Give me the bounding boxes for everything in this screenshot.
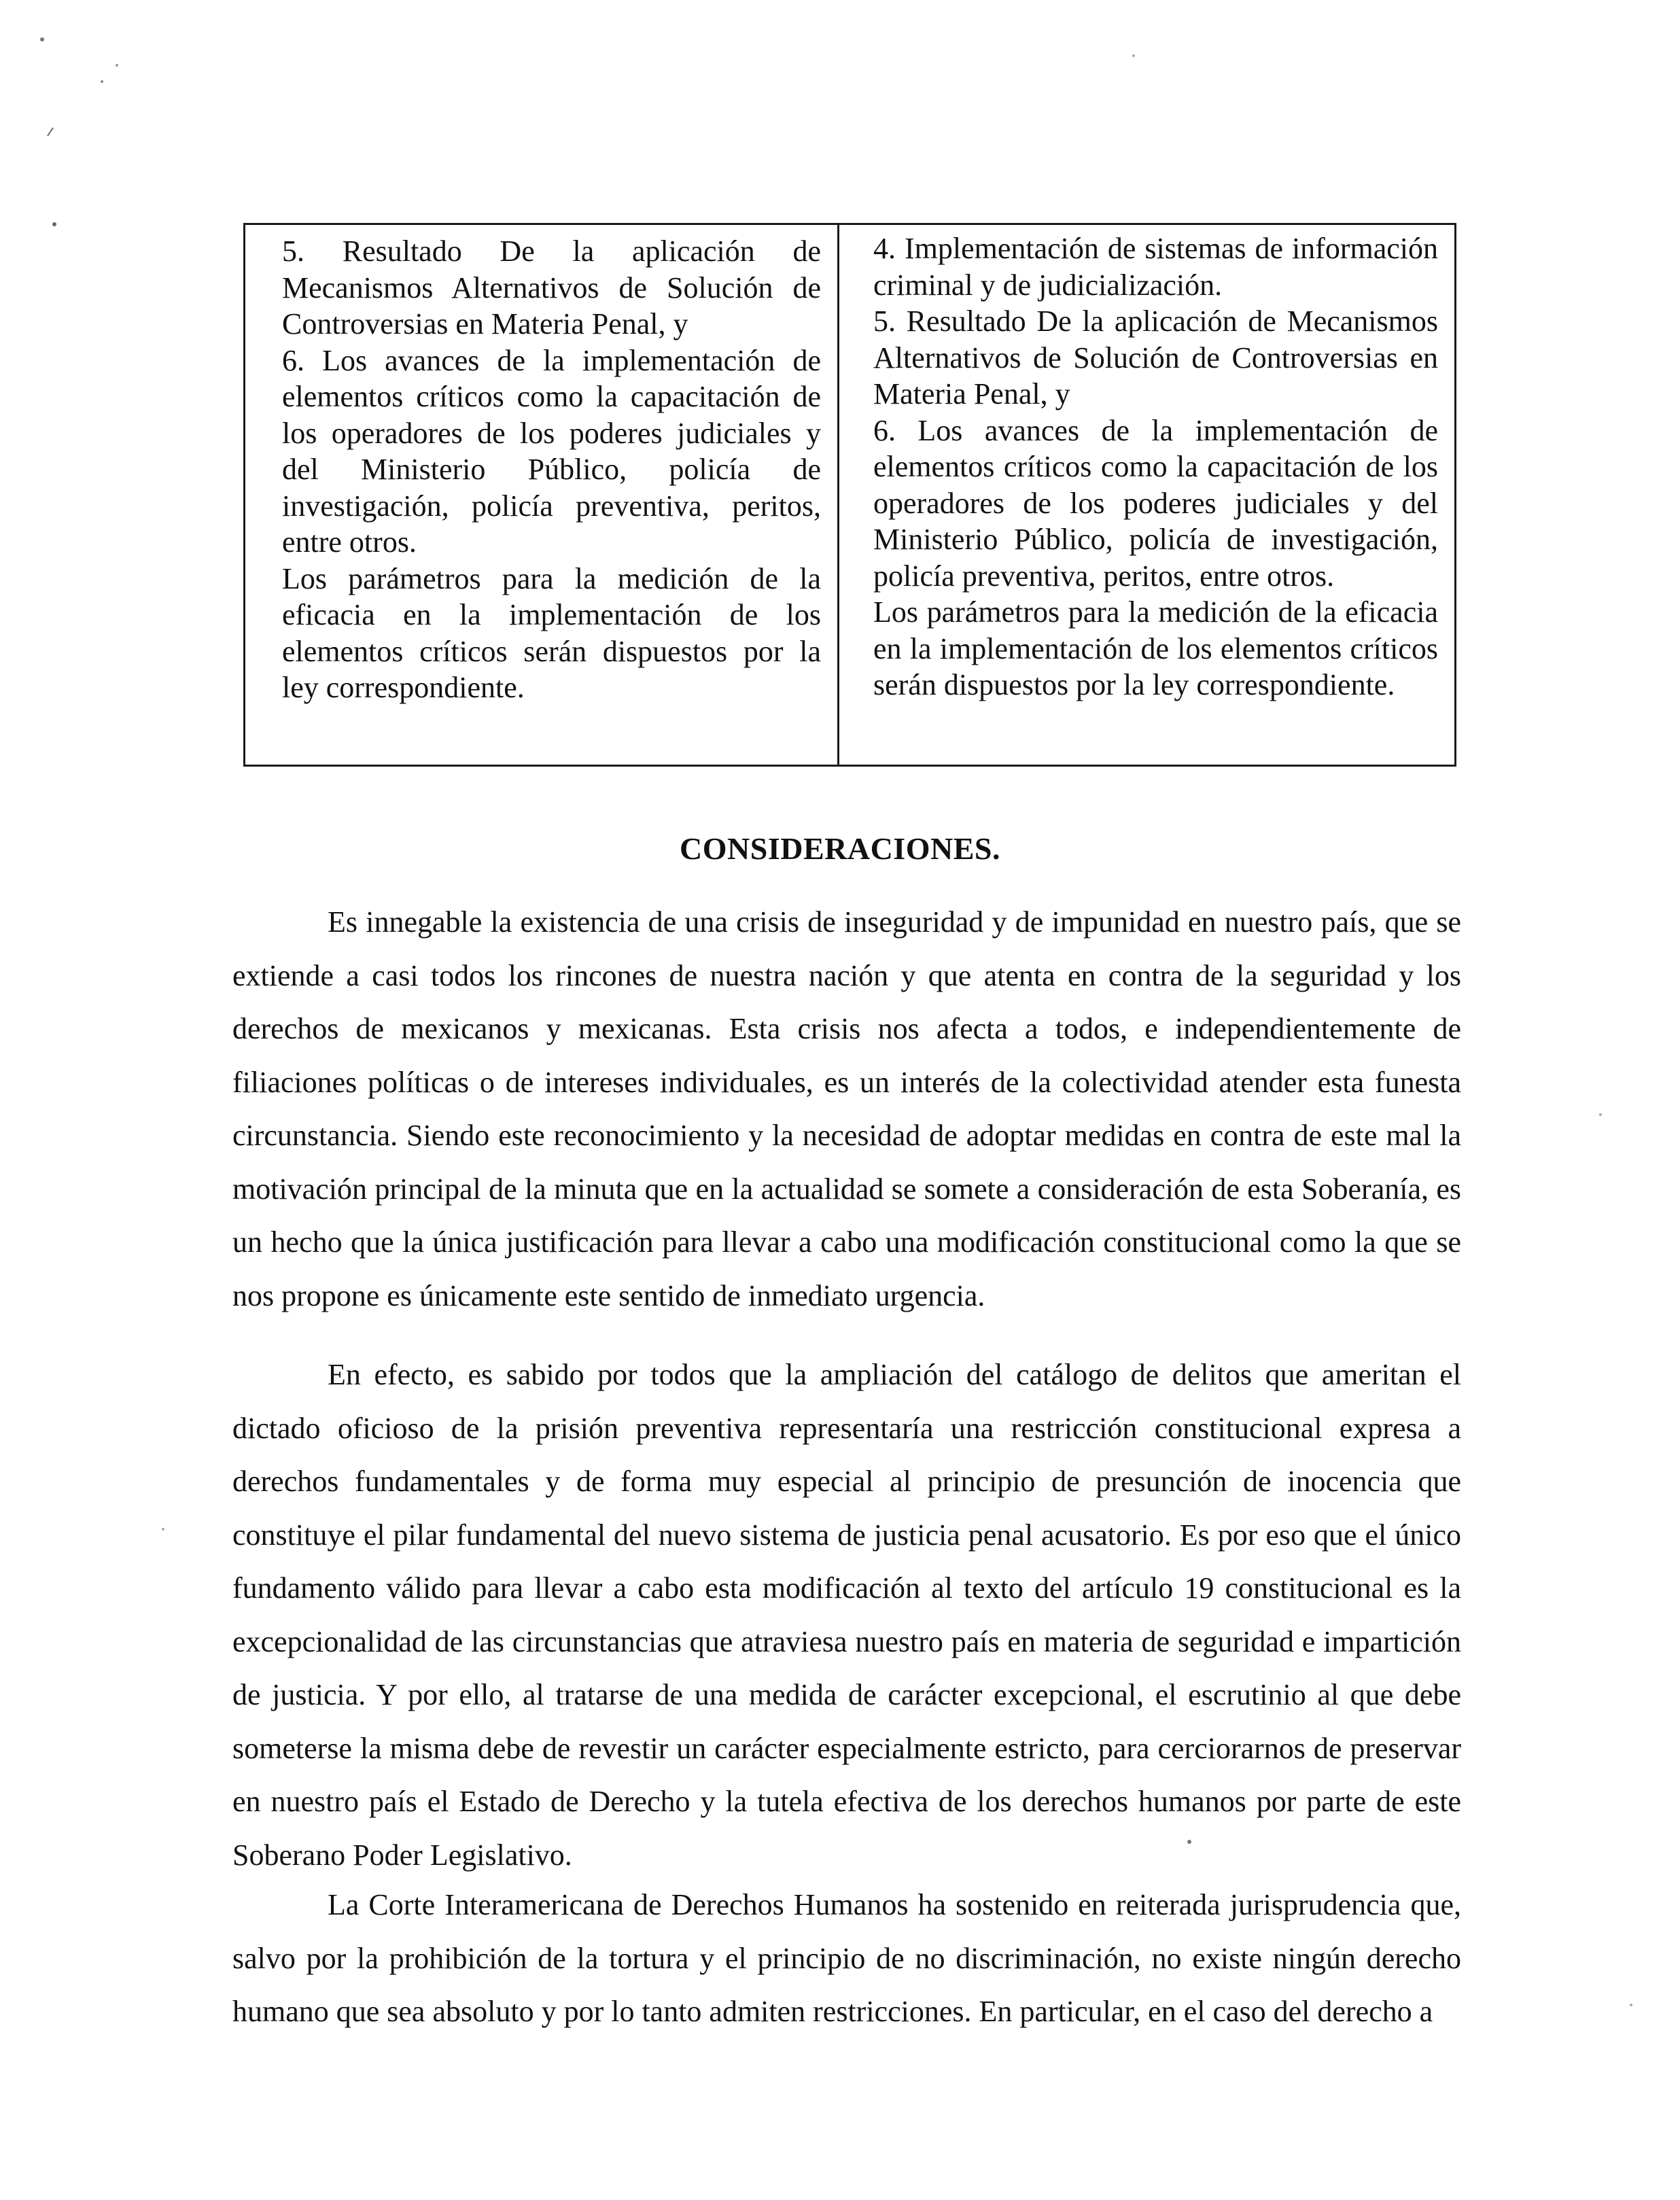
body-paragraph-2: En efecto, es sabido por todos que la ampliación del catálogo de delitos que ameritan el dictado oficioso de la prisión preventiva representaría una restricción constitucional expresa a derechos fundamentales y de forma muy especial al principio de presunción de inocencia que constituye el pilar fundamental del nuevo sistema de justicia penal acusatorio. Es por eso que el único fundamento válido para llevar a cabo esta modificación al texto del artículo 19 constitucional es la excepcionalidad de las circunstancias que atraviesa nuestro país en materia de seguridad e impartición de justicia. Y por ello, al tratarse de una medida de carácter excepcional, el escrutinio al que debe someterse la misma debe de revestir un carácter especialmente estricto, para cerciorarnos de preservar en nuestro país el Estado de Derecho y la tutela efectiva de los derechos humanos por parte de este Soberano Poder Legislativo. (232, 1358, 1461, 1872)
section-heading: CONSIDERACIONES. (680, 831, 1000, 866)
table-cell-paragraph: Los parámetros para la medición de la eficacia en la implementación de los elementos críticos serán dispuestos por la ley correspondiente. (873, 595, 1438, 701)
body-paragraph-3: La Corte Interamericana de Derechos Humanos ha sostenido en reiterada jurisprudencia que, salvo por la prohibición de la tortura y el principio de no discriminación, no existe ningún derecho humano que sea absoluto y por lo tanto admiten restricciones. En particular, en el caso del derecho a (232, 1888, 1461, 2028)
table-cell-paragraph: 6. Los avances de la implementación de elementos críticos como la capacitación de los operadores de los poderes judiciales y del Ministerio Público, policía de investigación, policía preventiva, peritos, entre otros. (873, 413, 1438, 593)
table-cell-paragraph: 5. Resultado De la aplicación de Mecanismos Alternativos de Solución de Controversias en Materia Penal, y (282, 234, 821, 341)
table-cell-paragraph: 6. Los avances de la implementación de elementos críticos como la capacitación de los operadores de los poderes judiciales y del Ministerio Público, policía de investigación, policía preventiva, peritos, entre otros. (282, 343, 821, 559)
table-column-left (245, 225, 839, 765)
table-column-right (839, 225, 1454, 765)
table-cell-paragraph: 5. Resultado De la aplicación de Mecanismos Alternativos de Solución de Controversias en Materia Penal, y (873, 304, 1438, 411)
table-cell-paragraph: 4. Implementación de sistemas de información criminal y de judicialización. (873, 232, 1438, 302)
comparison-table (243, 223, 1456, 767)
table-cell-paragraph: Los parámetros para la medición de la eficacia en la implementación de los elementos críticos serán dispuestos por la ley correspondiente. (282, 561, 821, 704)
body-paragraph-1: Es innegable la existencia de una crisis de inseguridad y de impunidad en nuestro país, que se extiende a casi todos los rincones de nuestra nación y que atenta en contra de la seguridad y los derechos de mexicanos y mexicanas. Esta crisis nos afecta a todos, e independientemente de filiaciones políticas o de intereses individuales, es un interés de la colectividad atender esta funesta circunstancia. Siendo este reconocimiento y la necesidad de adoptar medidas en contra de este mal la motivación principal de la minuta que en la actualidad se somete a consideración de esta Soberanía, es un hecho que la única justificación para llevar a cabo una modificación constitucional como la que se nos propone es únicamente este sentido de inmediato urgencia. (232, 905, 1461, 1312)
